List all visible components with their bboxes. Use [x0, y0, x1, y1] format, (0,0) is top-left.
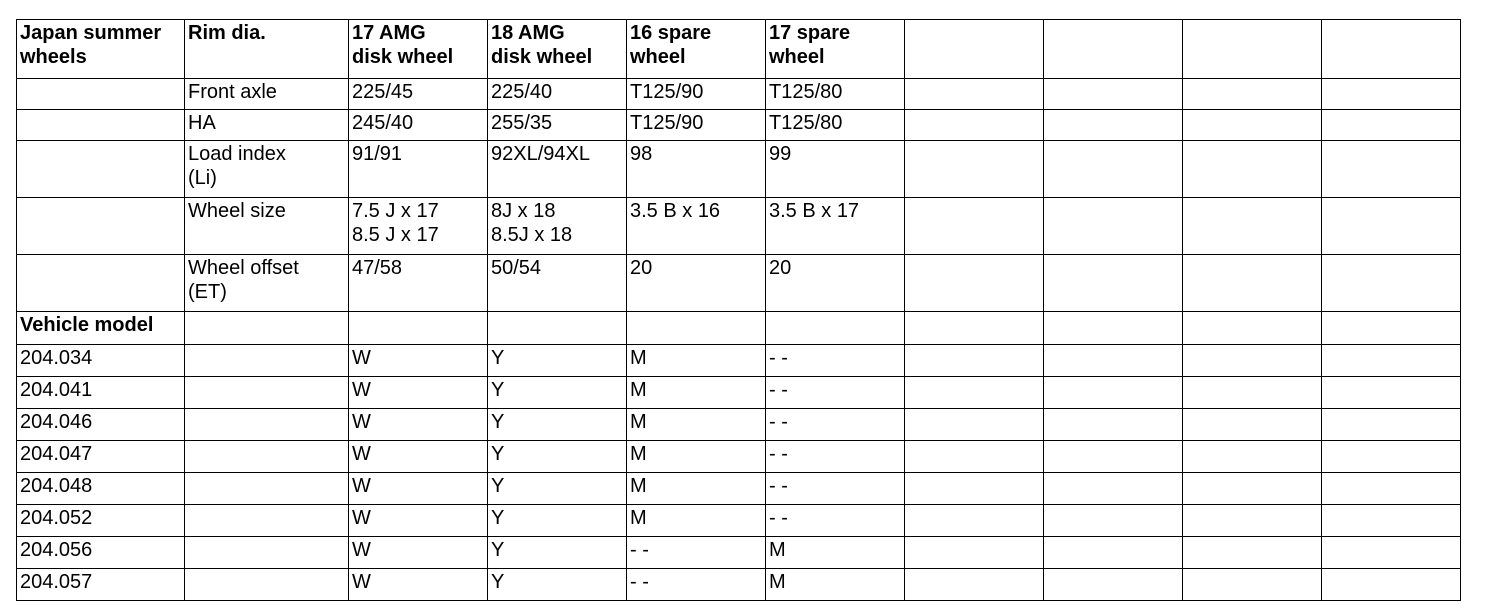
empty-cell [17, 79, 185, 110]
model-value-cell [1183, 441, 1322, 473]
table-row [17, 537, 1461, 569]
model-value-cell: Y [488, 345, 627, 377]
empty-cell [185, 312, 349, 345]
model-value-cell: - - [766, 441, 905, 473]
model-number-cell: 204.041 [17, 377, 185, 409]
model-value-cell [1322, 569, 1461, 601]
empty-cell [185, 537, 349, 569]
empty-cell [185, 505, 349, 537]
model-value-cell [1183, 505, 1322, 537]
model-value-cell [1322, 537, 1461, 569]
model-value-cell [1183, 569, 1322, 601]
spec-value-cell: 225/40 [488, 79, 627, 110]
model-value-cell: W [349, 377, 488, 409]
spec-value-cell: T125/80 [766, 110, 905, 141]
model-value-cell: M [627, 505, 766, 537]
spec-value-cell [1044, 141, 1183, 198]
spec-value-cell: 245/40 [349, 110, 488, 141]
model-value-cell: M [766, 537, 905, 569]
model-value-cell: Y [488, 473, 627, 505]
model-value-cell: Y [488, 505, 627, 537]
spec-value-cell [1322, 198, 1461, 255]
spec-label-cell: Front axle [185, 79, 349, 110]
spec-row [17, 198, 1461, 255]
spec-value-cell: 3.5 B x 16 [627, 198, 766, 255]
table-row [17, 409, 1461, 441]
spec-value-cell: 92XL/94XL [488, 141, 627, 198]
spec-label-cell: HA [185, 110, 349, 141]
spec-value-cell [1183, 255, 1322, 312]
spec-value-cell [905, 79, 1044, 110]
table-row [17, 569, 1461, 601]
model-value-cell: - - [766, 473, 905, 505]
model-value-cell [1322, 409, 1461, 441]
column-header: 17 spare wheel [766, 20, 905, 79]
spec-value-cell: 8J x 18 8.5J x 18 [488, 198, 627, 255]
column-header [1044, 20, 1183, 79]
spec-value-cell: 225/45 [349, 79, 488, 110]
model-value-cell: W [349, 569, 488, 601]
empty-cell [17, 141, 185, 198]
model-number-cell: 204.046 [17, 409, 185, 441]
empty-cell [1044, 312, 1183, 345]
empty-cell [17, 110, 185, 141]
spec-value-cell [1183, 79, 1322, 110]
model-value-cell [1044, 537, 1183, 569]
spec-value-cell [1183, 141, 1322, 198]
model-value-cell: W [349, 409, 488, 441]
model-value-cell [1044, 377, 1183, 409]
model-value-cell: M [627, 409, 766, 441]
model-value-cell: Y [488, 377, 627, 409]
spec-value-cell: 50/54 [488, 255, 627, 312]
rim-dia-header: Rim dia. [185, 20, 349, 79]
model-value-cell [1044, 345, 1183, 377]
table-row [17, 505, 1461, 537]
model-value-cell: M [766, 569, 905, 601]
model-value-cell: - - [627, 537, 766, 569]
empty-cell [185, 377, 349, 409]
spec-value-cell: 7.5 J x 17 8.5 J x 17 [349, 198, 488, 255]
spec-value-cell: 91/91 [349, 141, 488, 198]
column-header [1183, 20, 1322, 79]
spec-value-cell: 3.5 B x 17 [766, 198, 905, 255]
spec-value-cell [1322, 79, 1461, 110]
model-value-cell: - - [627, 569, 766, 601]
model-value-cell: M [627, 345, 766, 377]
spec-value-cell [1044, 79, 1183, 110]
model-value-cell [905, 537, 1044, 569]
model-value-cell [1183, 377, 1322, 409]
spec-value-cell: 20 [766, 255, 905, 312]
empty-cell [185, 441, 349, 473]
model-value-cell [1183, 473, 1322, 505]
table-row [17, 441, 1461, 473]
spec-value-cell [1183, 198, 1322, 255]
empty-cell [349, 312, 488, 345]
spec-label-cell: Load index (Li) [185, 141, 349, 198]
model-value-cell: Y [488, 537, 627, 569]
model-value-cell: W [349, 473, 488, 505]
spec-row [17, 255, 1461, 312]
header-row [17, 20, 1461, 79]
empty-cell [1322, 312, 1461, 345]
spec-row [17, 141, 1461, 198]
model-value-cell [1044, 441, 1183, 473]
spec-value-cell [905, 198, 1044, 255]
empty-cell [627, 312, 766, 345]
model-value-cell [905, 345, 1044, 377]
model-value-cell: Y [488, 409, 627, 441]
spec-value-cell [1322, 110, 1461, 141]
column-header [1322, 20, 1461, 79]
model-number-cell: 204.034 [17, 345, 185, 377]
spec-value-cell [905, 255, 1044, 312]
column-header: 18 AMG disk wheel [488, 20, 627, 79]
wheel-spec-table [16, 19, 1461, 601]
model-value-cell: W [349, 441, 488, 473]
spec-value-cell: T125/90 [627, 110, 766, 141]
spec-value-cell [1322, 255, 1461, 312]
model-value-cell [1044, 569, 1183, 601]
model-value-cell: - - [766, 345, 905, 377]
model-value-cell: - - [766, 505, 905, 537]
model-value-cell [1322, 345, 1461, 377]
spec-value-cell [1322, 141, 1461, 198]
spec-value-cell [905, 141, 1044, 198]
empty-cell [185, 409, 349, 441]
model-value-cell: M [627, 441, 766, 473]
model-value-cell [905, 505, 1044, 537]
empty-cell [488, 312, 627, 345]
vehicle-model-title: Vehicle model [17, 312, 185, 345]
spec-value-cell [905, 110, 1044, 141]
spec-row [17, 110, 1461, 141]
model-value-cell: Y [488, 441, 627, 473]
model-value-cell: M [627, 377, 766, 409]
column-header: 17 AMG disk wheel [349, 20, 488, 79]
spec-value-cell [1044, 198, 1183, 255]
model-value-cell [1183, 409, 1322, 441]
empty-cell [185, 473, 349, 505]
model-value-cell: - - [766, 377, 905, 409]
column-header: 16 spare wheel [627, 20, 766, 79]
model-value-cell: W [349, 345, 488, 377]
empty-cell [17, 255, 185, 312]
model-value-cell: M [627, 473, 766, 505]
spec-value-cell: T125/80 [766, 79, 905, 110]
model-value-cell: - - [766, 409, 905, 441]
spec-value-cell [1044, 110, 1183, 141]
model-value-cell [1322, 441, 1461, 473]
model-value-cell [1044, 409, 1183, 441]
model-value-cell: Y [488, 569, 627, 601]
model-value-cell: W [349, 505, 488, 537]
vehicle-model-title-row [17, 312, 1461, 345]
model-value-cell [1044, 505, 1183, 537]
spec-row [17, 79, 1461, 110]
spec-value-cell [1183, 110, 1322, 141]
spec-value-cell: 20 [627, 255, 766, 312]
spec-value-cell: 98 [627, 141, 766, 198]
empty-cell [766, 312, 905, 345]
model-number-cell: 204.056 [17, 537, 185, 569]
model-value-cell [1044, 473, 1183, 505]
table-body [17, 20, 1461, 601]
table-row [17, 377, 1461, 409]
spec-value-cell: 47/58 [349, 255, 488, 312]
empty-cell [185, 569, 349, 601]
spec-value-cell: 255/35 [488, 110, 627, 141]
table-title-cell: Japan summer wheels [17, 20, 185, 79]
model-number-cell: 204.052 [17, 505, 185, 537]
model-value-cell [905, 441, 1044, 473]
model-value-cell: W [349, 537, 488, 569]
column-header [905, 20, 1044, 79]
model-value-cell [1322, 505, 1461, 537]
table-row [17, 345, 1461, 377]
empty-cell [1183, 312, 1322, 345]
model-value-cell [1183, 345, 1322, 377]
spec-value-cell [1044, 255, 1183, 312]
spec-value-cell: 99 [766, 141, 905, 198]
empty-cell [17, 198, 185, 255]
spec-value-cell: T125/90 [627, 79, 766, 110]
model-value-cell [905, 409, 1044, 441]
model-number-cell: 204.048 [17, 473, 185, 505]
model-value-cell [1322, 473, 1461, 505]
model-number-cell: 204.047 [17, 441, 185, 473]
empty-cell [905, 312, 1044, 345]
empty-cell [185, 345, 349, 377]
table-row [17, 473, 1461, 505]
model-value-cell [905, 473, 1044, 505]
model-value-cell [1183, 537, 1322, 569]
model-number-cell: 204.057 [17, 569, 185, 601]
model-value-cell [905, 569, 1044, 601]
spec-label-cell: Wheel size [185, 198, 349, 255]
spec-label-cell: Wheel offset (ET) [185, 255, 349, 312]
model-value-cell [905, 377, 1044, 409]
model-value-cell [1322, 377, 1461, 409]
